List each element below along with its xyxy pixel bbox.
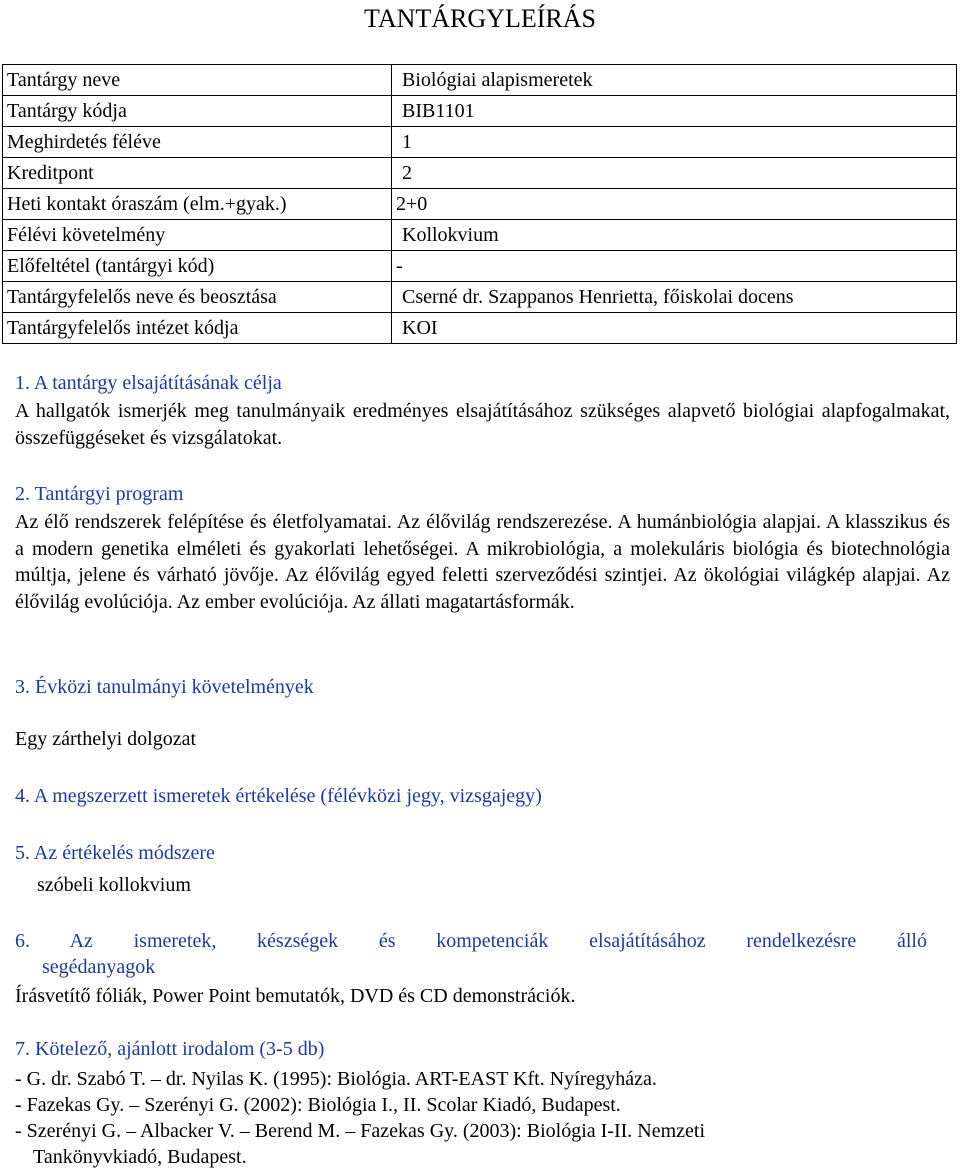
table-row (3, 282, 957, 313)
row-label: Meghirdetés féléve (3, 127, 392, 158)
table-row (3, 313, 957, 344)
row-value: 1 (392, 127, 957, 158)
table-row (3, 65, 957, 96)
row-label: Tantárgyfelelős intézet kódja (3, 313, 392, 344)
row-label: Előfeltétel (tantárgyi kód) (3, 251, 392, 282)
row-value: BIB1101 (392, 96, 957, 127)
row-label: Heti kontakt óraszám (elm.+gyak.) (3, 189, 392, 220)
section-1-title: 1. A tantárgy elsajátításának célja (15, 372, 282, 394)
table-row (3, 96, 957, 127)
row-value: - (392, 251, 957, 282)
row-label: Tantárgy kódja (3, 96, 392, 127)
list-item: - G. dr. Szabó T. – dr. Nyilas K. (1995): Biológia. ART-EAST Kft. Nyíregyháza. (15, 1068, 657, 1090)
table-row (3, 251, 957, 282)
section-2-text: Az élő rendszerek felépítése és életfolyamatai. Az élővilág rendszerezése. A humánbiológia alapjai. A klasszikus és a modern genetika elméleti és gyakorlati lehetőségei. A mikrobiológia, a molekuláris biológia és biotechnológia múltja, jelene és várható jövője. Az élővilág egyed feletti szerveződési szintjei. Az ökológiai világkép alapjai. Az élővilág evolúciója. Az ember evolúciója. Az állati magatartásformák. (15, 511, 950, 613)
reference-list (15, 1066, 950, 1170)
row-label: Félévi követelmény (3, 220, 392, 251)
table-row (3, 127, 957, 158)
table-row (3, 189, 957, 220)
list-item: - Szerényi G. – Albacker V. – Berend M. – Fazekas Gy. (2003): Biológia I-II. Nemzeti (15, 1120, 706, 1142)
course-info-table (2, 64, 957, 344)
section-6-title: 6. Az ismeretek, készségek és kompetenciák elsajátításához rendelkezésre álló (15, 930, 927, 952)
document-title: TANTÁRGYLEÍRÁS (364, 4, 596, 33)
list-item: - Fazekas Gy. – Szerényi G. (2002): Biológia I., II. Scolar Kiadó, Budapest. (15, 1094, 621, 1116)
row-value: Biológiai alapismeretek (392, 65, 957, 96)
section-5-title: 5. Az értékelés módszere (15, 842, 215, 864)
section-1-text: A hallgatók ismerjék meg tanulmányaik eredményes elsajátításához szükséges alapvető biológiai alapfogalmakat, összefüggéseket és vizsgálatokat. (15, 400, 950, 449)
section-3-text: Egy zárthelyi dolgozat (15, 728, 197, 750)
row-label: Tantárgy neve (3, 65, 392, 96)
row-label: Kreditpont (3, 158, 392, 189)
section-6-text: Írásvetítő fóliák, Power Point bemutatók, DVD és CD demonstrációk. (15, 985, 576, 1007)
section-3-title: 3. Évközi tanulmányi követelmények (15, 676, 314, 698)
row-value: Cserné dr. Szappanos Henrietta, főiskolai docens (392, 282, 957, 313)
row-value: Kollokvium (392, 220, 957, 251)
section-4-title: 4. A megszerzett ismeretek értékelése (félévközi jegy, vizsgajegy) (15, 785, 542, 807)
section-7-title: 7. Kötelező, ajánlott irodalom (3-5 db) (15, 1038, 325, 1060)
section-6-title-cont: segédanyagok (42, 956, 156, 978)
table-row (3, 158, 957, 189)
table-row (3, 220, 957, 251)
row-value: KOI (392, 313, 957, 344)
row-label: Tantárgyfelelős neve és beosztása (3, 282, 392, 313)
row-value: 2+0 (392, 189, 957, 220)
list-item-continuation: Tankönyvkiadó, Budapest. (33, 1146, 247, 1168)
row-value: 2 (392, 158, 957, 189)
section-2-title: 2. Tantárgyi program (15, 483, 184, 505)
section-5-text: szóbeli kollokvium (37, 874, 191, 896)
